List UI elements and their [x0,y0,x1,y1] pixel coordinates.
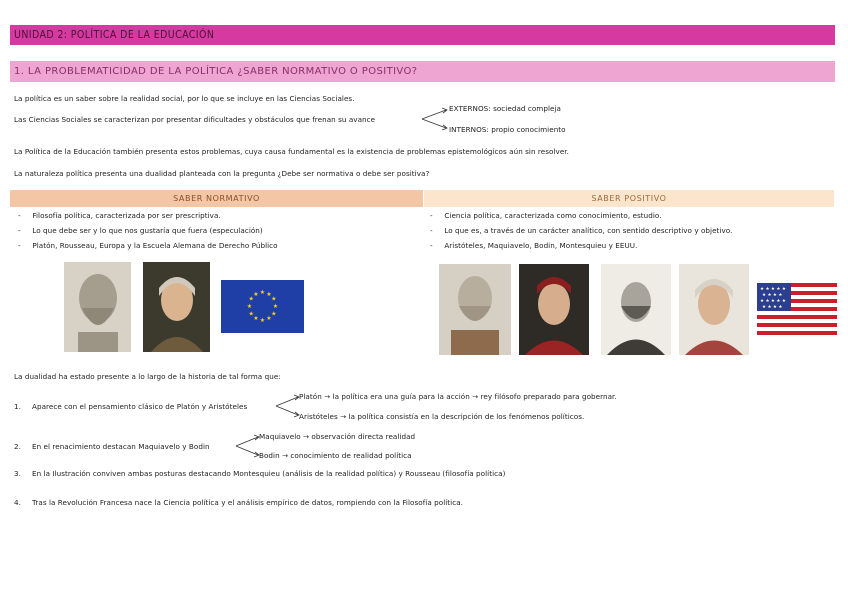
unit-title: UNIDAD 2: POLÍTICA DE LA EDUCACIÓN [14,29,215,41]
unit-title-band [10,25,835,45]
svg-text:★ ★ ★ ★ ★: ★ ★ ★ ★ ★ [760,287,786,292]
history-intro: La dualidad ha estado presente a lo largo de la historia de tal forma que: [14,372,281,381]
history-item-4-num: 4. [14,498,21,507]
svg-text:★: ★ [266,290,272,298]
section-title: 1. LA PROBLEMATICIDAD DE LA POLÍTICA ¿SABER NORMATIVO O POSITIVO? [14,66,418,77]
branch-arrow-icon [234,434,262,458]
intro-line-3: La Política de la Educación también presenta estos problemas, cuya causa fundamental es la existencia de problemas epistemológicos aún sin resolver. [14,147,569,156]
normativo-bullet-3: - Platón, Rousseau, Europa y la Escuela Alemana de Derecho Público [18,241,278,250]
intro-line-1: La política es un saber sobre la realidad social, por lo que se incluye en las Ciencias Sociales. [14,94,355,103]
svg-text:★: ★ [259,317,266,324]
history-item-1-branch-2: Aristóteles → la política consistía en la descripción de los fenómenos políticos. [299,412,585,421]
montesquieu-portrait-image [679,264,749,355]
branch-internos: INTERNOS: propio conocimiento [449,125,566,134]
history-item-3-num: 3. [14,469,21,478]
positivo-bullet-1: - Ciencia política, caracterizada como conocimiento, estudio. [430,211,662,220]
intro-line-4: La naturaleza política presenta una dualidad planteada con la pregunta ¿Debe ser normativa o debe ser positiva? [14,169,430,178]
svg-text:★: ★ [271,310,277,318]
svg-text:★: ★ [266,315,272,323]
svg-text:★: ★ [272,303,279,310]
svg-text:★ ★ ★ ★ ★: ★ ★ ★ ★ ★ [760,299,786,304]
branch-arrow-icon [274,394,302,418]
history-item-3-text: En la Ilustración conviven ambas posturas destacando Montesquieu (análisis de la realidad política) y Rousseau (filosofía política) [32,469,506,478]
history-item-2-text: En el renacimiento destacan Maquiavelo y Bodin [32,442,210,451]
aristotle-bust-image [439,264,511,355]
normativo-bullet-text: Platón, Rousseau, Europa y la Escuela Alemana de Derecho Público [32,241,278,250]
branch-arrow-icon [420,106,450,132]
normativo-heading: SABER NORMATIVO [10,190,423,207]
history-item-2-num: 2. [14,442,21,451]
plato-bust-image [64,262,131,352]
history-item-2-branch-1: Maquiavelo → observación directa realidad [259,432,416,441]
positivo-bullet-text: Aristóteles, Maquiavelo, Bodin, Montesquieu y EEUU. [444,241,638,250]
normativo-bullet-text: Filosofía política, caracterizada por ser prescriptiva. [32,211,221,220]
normativo-bullet-text: Lo que debe ser y lo que nos gustaría que fuera (especulación) [32,226,263,235]
positivo-bullet-2: - Lo que es, a través de un carácter analítico, con sentido descriptivo y objetivo. [430,226,733,235]
history-item-4-text: Tras la Revolución Francesa nace la Ciencia política y el análisis empírico de datos, rompiendo con la Filosofía política. [32,498,463,507]
bodin-portrait-image [601,264,671,355]
intro-line-2: Las Ciencias Sociales se caracterizan por presentar dificultades y obstáculos que frenan su avance [14,115,376,124]
svg-text:★: ★ [253,290,259,298]
eu-flag-image [221,280,304,333]
history-item-1-text: Aparece con el pensamiento clásico de Platón y Aristóteles [32,402,248,411]
history-item-1-branch-1: Platón → la política era una guía para la acción → rey filósofo preparado para gobernar. [299,392,617,401]
svg-text:★: ★ [246,303,253,310]
svg-text:★: ★ [248,310,254,318]
normativo-bullet-2: - Lo que debe ser y lo que nos gustaría que fuera (especulación) [18,226,263,235]
section-title-band [10,61,835,82]
positivo-bullet-3: - Aristóteles, Maquiavelo, Bodin, Montesquieu y EEUU. [430,241,638,250]
normativo-bullet-1: - Filosofía política, caracterizada por ser prescriptiva. [18,211,221,220]
positivo-bullet-text: Ciencia política, caracterizada como conocimiento, estudio. [444,211,662,220]
history-item-2-branch-2: Bodin → conocimiento de realidad política [259,451,412,460]
svg-text:★ ★ ★ ★: ★ ★ ★ ★ [762,293,783,298]
svg-text:★: ★ [271,295,277,303]
svg-text:★ ★ ★ ★: ★ ★ ★ ★ [762,305,783,310]
svg-text:★: ★ [248,295,254,303]
svg-text:★: ★ [259,289,266,296]
usa-flag-image [757,283,837,335]
history-item-1-num: 1. [14,402,21,411]
svg-text:★: ★ [253,315,259,323]
branch-externos: EXTERNOS: sociedad compleja [449,104,561,113]
machiavelli-portrait-image [519,264,589,355]
positivo-heading: SABER POSITIVO [424,190,834,207]
rousseau-portrait-image [143,262,210,352]
positivo-bullet-text: Lo que es, a través de un carácter analítico, con sentido descriptivo y objetivo. [444,226,733,235]
